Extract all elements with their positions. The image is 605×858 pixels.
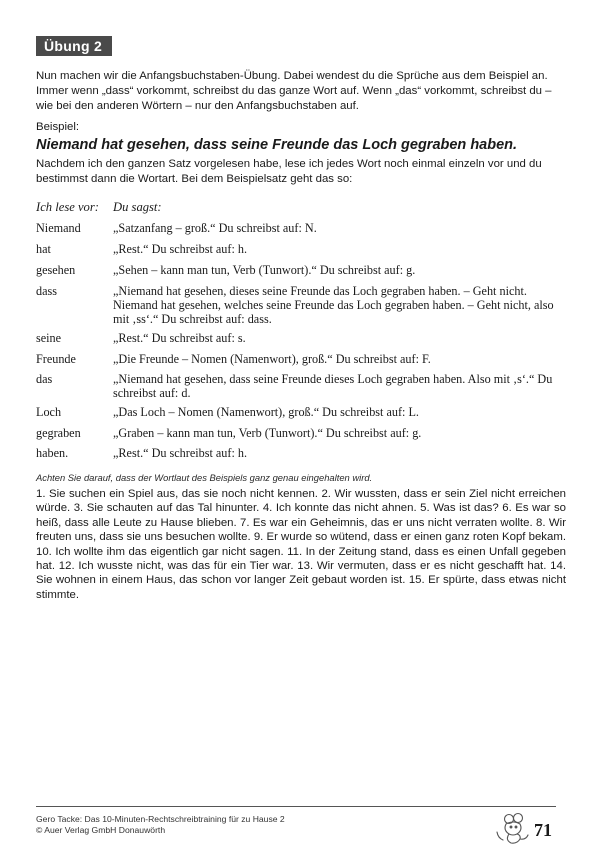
dialogue-word: Loch [36, 405, 62, 419]
dialogue-response: „Niemand hat gesehen, dieses seine Freunde das Loch gegraben haben. – Geht nicht. Niemand hat gesehen, welches seine Freunde das Loch gegraben haben. – Geht nicht, also mit ‚ss‘.“ Du schreibst auf: dass. [113, 284, 554, 326]
exercise-sentences: 1. Sie suchen ein Spiel aus, das sie noch nicht kennen. 2. Wir wussten, dass er sein Ziel nicht erreichen würde. 3. Sie schauten auf das Tal hinunter. 4. Ich konnte das nicht ahnen. 5. Was ist das? 6. Es war so heiß, dass alle Leute zu Hause blieben. 7. Es war ein Geheimnis, das er uns nicht verraten wollte. 8. Wir freuten uns, dass sie uns besuchen wollte. 9. Er wurde so wütend, dass er einen ganz roten Kopf bekam. 10. Ich wollte ihm das eigentlich gar nicht sagen. 11. In der Zeitung stand, dass es einen Unfall gegeben hat. 12. Ich wusste nicht, was das für ein Tier war. 13. Wir vermuten, dass er es nicht geschafft hat. 14. Sie wohnen in einem Haus, das schon vor langer Zeit gebaut worden ist. 15. Er spürte, dass etwas nicht stimmte. [36, 488, 566, 601]
dialogue-response: „Satzanfang – groß.“ Du schreibst auf: N. [113, 221, 317, 235]
dialogue-response: „Sehen – kann man tun, Verb (Tunwort).“ Du schreibst auf: g. [113, 263, 416, 277]
teacher-note: Achten Sie darauf, dass der Wortlaut des Beispiels ganz genau eingehalten wird. [36, 472, 373, 483]
example-label: Beispiel: [36, 121, 80, 133]
dialogue-word: Niemand [36, 221, 81, 235]
page-number: 71 [534, 820, 552, 840]
footer-copyright: © Auer Verlag GmbH Donauwörth [36, 825, 166, 835]
column-heading-say: Du sagst: [113, 200, 162, 214]
dialogue-response: „Rest.“ Du schreibst auf: s. [113, 331, 246, 345]
dialogue-response: „Niemand hat gesehen, dass seine Freunde dieses Loch gegraben haben. Also mit ‚s‘.“ Du schreibst auf: d. [113, 372, 553, 400]
exercise-badge: Übung 2 [36, 36, 112, 56]
dialogue-word: das [36, 372, 53, 386]
dialogue-response: „Rest.“ Du schreibst auf: h. [113, 446, 248, 460]
dialogue-response: „Die Freunde – Nomen (Namenwort), groß.“ Du schreibst auf: F. [113, 352, 431, 366]
dialogue-word: Freunde [36, 352, 76, 366]
dialogue-word: gesehen [36, 263, 76, 277]
mouse-mascot-icon [493, 810, 531, 846]
dialogue-response: „Rest.“ Du schreibst auf: h. [113, 242, 248, 256]
footer-source: Gero Tacke: Das 10-Minuten-Rechtschreibtraining für zu Hause 2 [36, 814, 285, 824]
dialogue-word: dass [36, 284, 57, 298]
dialogue-response: „Das Loch – Nomen (Namenwort), groß.“ Du schreibst auf: L. [113, 405, 419, 419]
footer-credits [36, 814, 436, 836]
dialogue-word: hat [36, 242, 51, 256]
intro-paragraph: Nun machen wir die Anfangsbuchstaben-Übung. Dabei wendest du die Sprüche aus dem Beispiel an. Immer wenn „dass“ vorkommt, schreibst du das ganze Wort auf. Wenn „das“ vorkommt, schreibst du – wie bei den anderen Wörtern – nur den Anfangsbuchstaben auf. [36, 70, 552, 112]
column-heading-read: Ich lese vor: [36, 200, 99, 214]
dialogue-word: haben. [36, 446, 69, 460]
footer-divider [36, 806, 556, 807]
dialogue-word: gegraben [36, 426, 81, 440]
example-sentence: Niemand hat gesehen, dass seine Freunde das Loch gegraben haben. [36, 137, 518, 153]
dialogue-response: „Graben – kann man tun, Verb (Tunwort).“ Du schreibst auf: g. [113, 426, 422, 440]
explanation-paragraph: Nachdem ich den ganzen Satz vorgelesen habe, lese ich jedes Wort noch einmal einzeln vor und du bestimmst dann die Wortart. Bei dem Beispielsatz geht das so: [36, 158, 542, 185]
dialogue-word: seine [36, 331, 62, 345]
